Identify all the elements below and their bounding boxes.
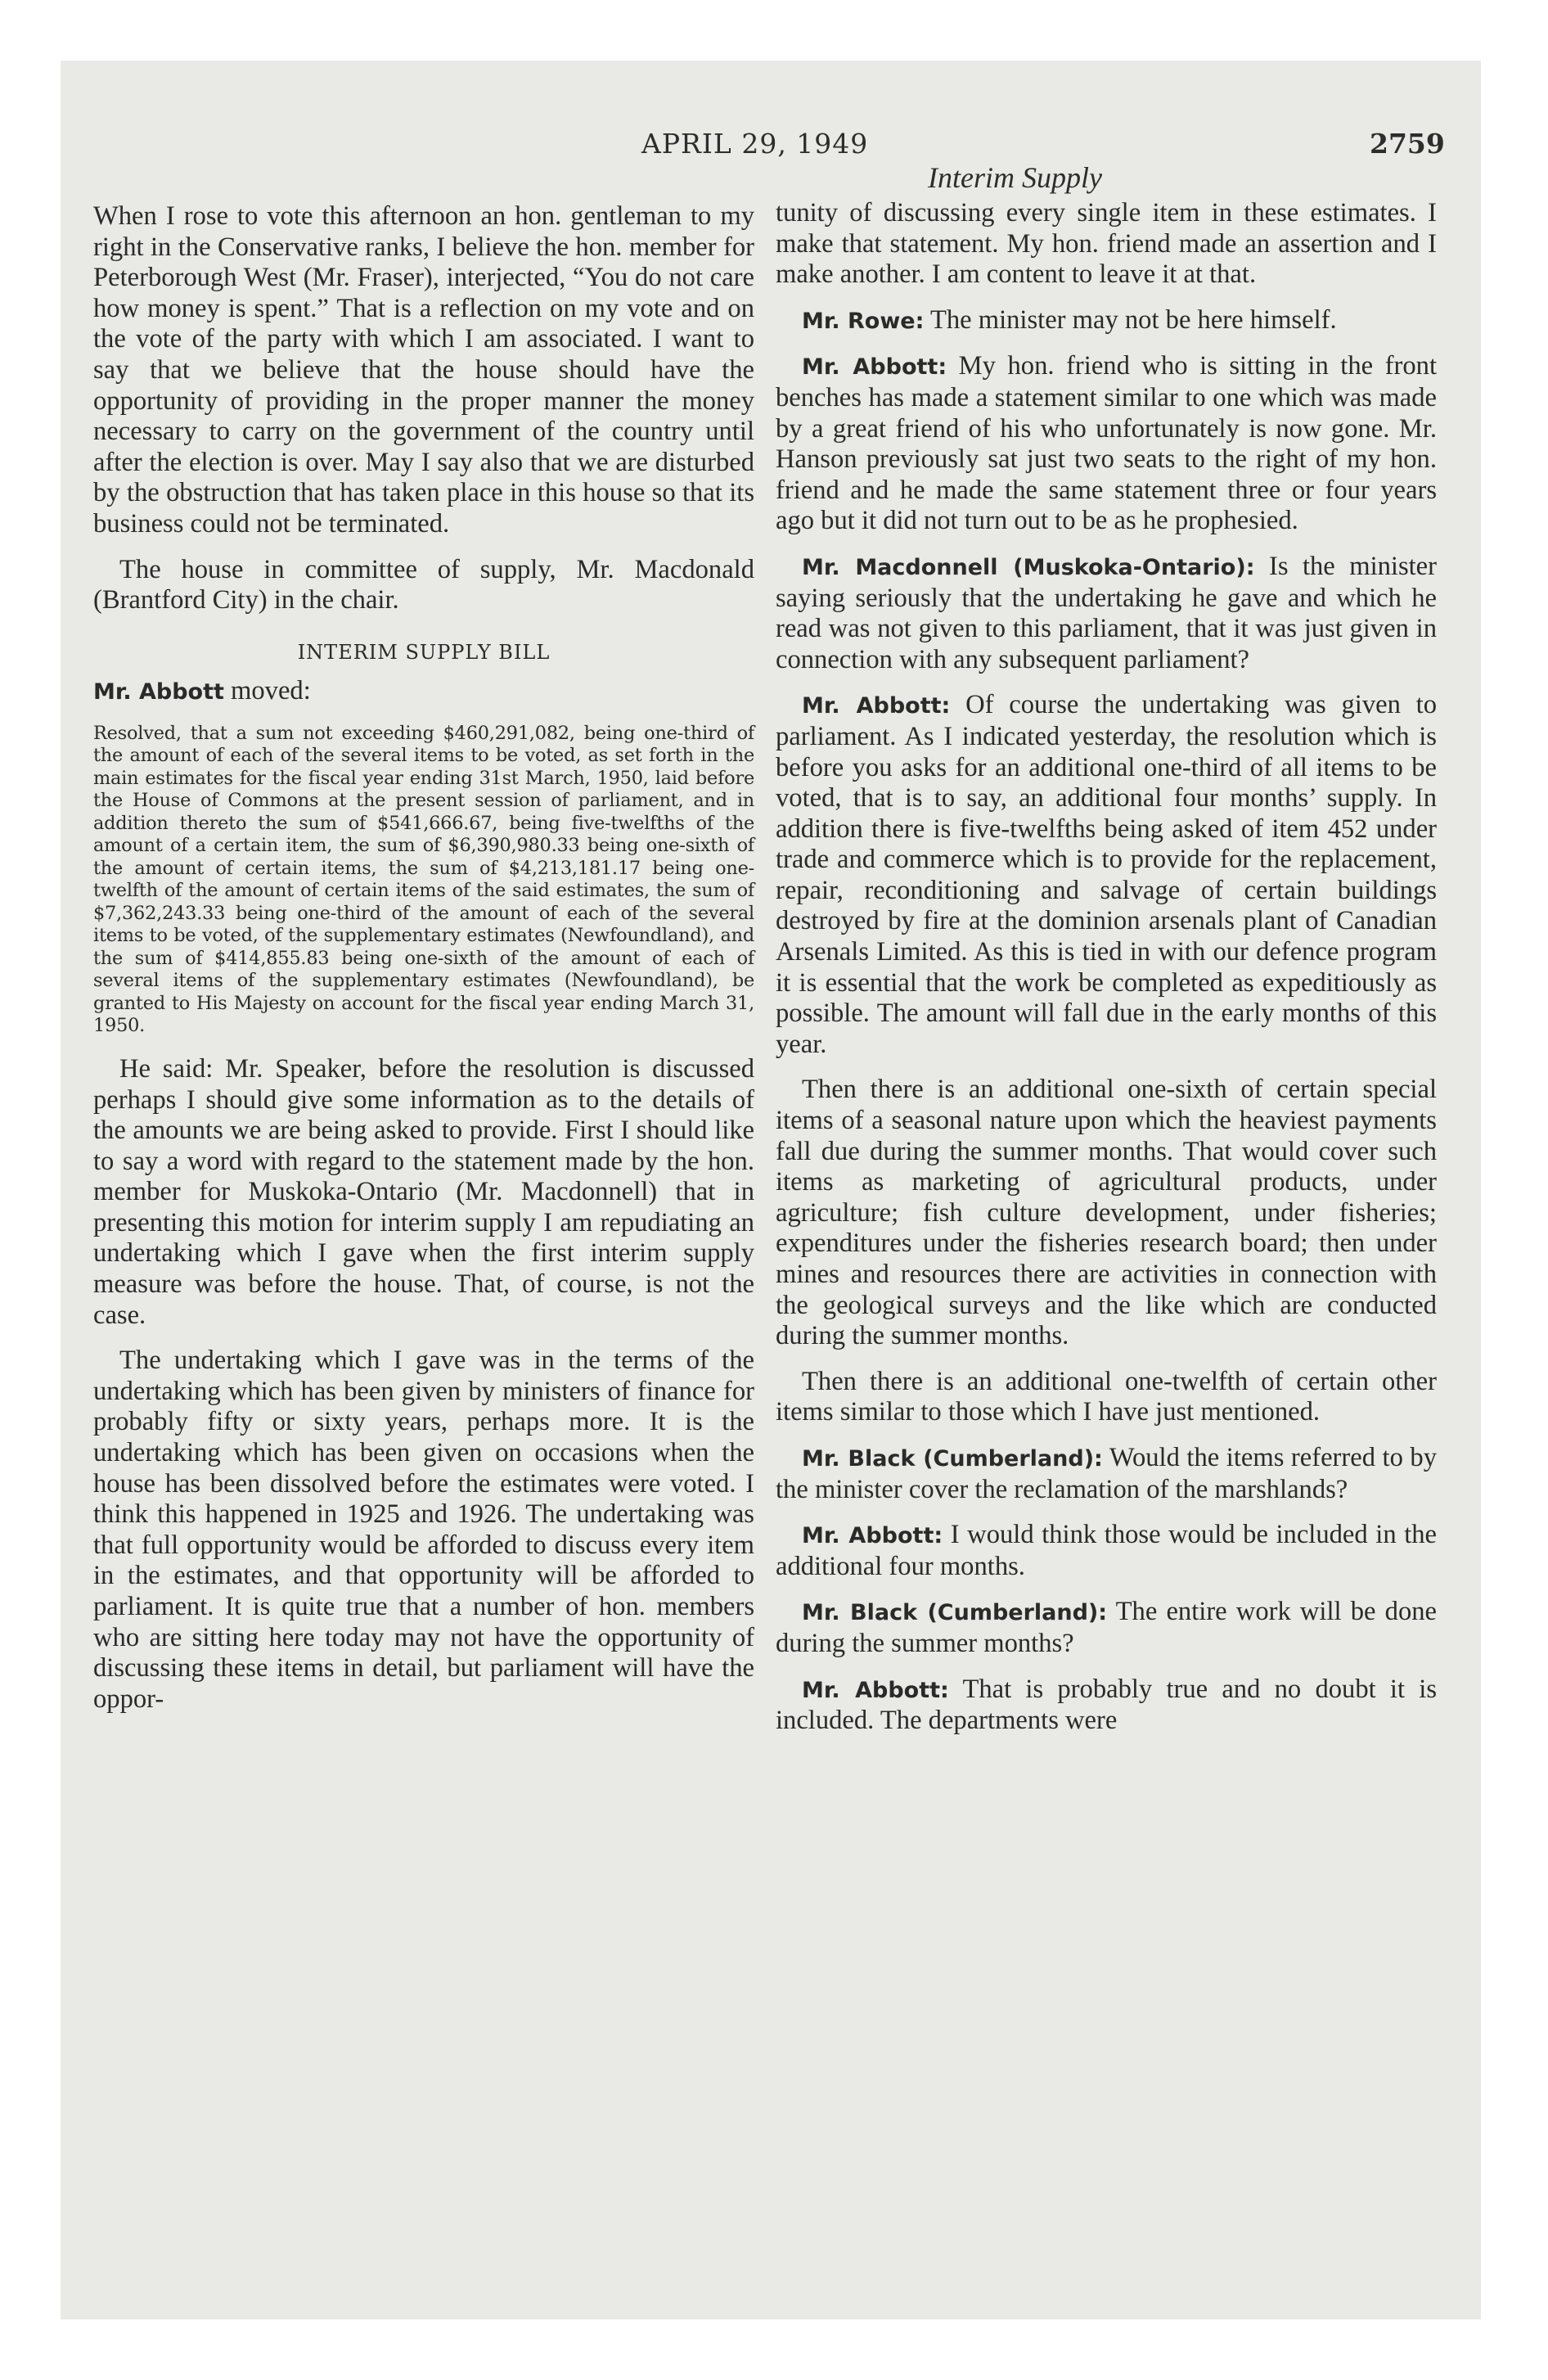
speaker-name: Mr. Abbott: bbox=[802, 693, 951, 719]
speech-text: That is probably true and no doubt it is included. The departments were bbox=[776, 1674, 1437, 1736]
running-head: Interim Supply bbox=[928, 161, 1102, 194]
speech bbox=[776, 1443, 1437, 1505]
paragraph: When I rose to vote this afternoon an hon. gentleman to my right in the Conservative ranks, I believe the hon. member for Peterborough West (Mr. Fraser), interjected, “You do not care how money is spent.” That is a reflection on my vote and on the vote of the party with which I am associated. I want to say that we believe that the house should have the opportunity of providing in the proper manner the money necessary to carry on the government of the country until after the election is over. May I say also that we are disturbed by the obstruction that has taken place in this house so that its business could not be terminated. bbox=[93, 201, 754, 539]
paragraph: The undertaking which I gave was in the terms of the undertaking which has been given by ministers of finance for probably fifty or sixty years, perhaps more. It is the undertaking which has been given on occasions when the house has been dissolved before the estimates were voted. I think this happened in 1925 and 1926. The undertaking was that full opportunity would be afforded to discuss every item in the estimates, and that opportunity will be afforded to parliament. It is quite true that a number of hon. members who are sitting here today may not have the opportunity of discussing these items in detail, but parliament will have the oppor- bbox=[93, 1346, 754, 1714]
speaker-name: Mr. Black (Cumberland): bbox=[802, 1445, 1103, 1472]
hansard-page bbox=[61, 61, 1481, 2319]
speech bbox=[776, 690, 1437, 1060]
speech-text: Is the minister saying seriously that the undertaking he gave and which he read was not given to this parliament, that it was just given in connection with any subsequent parliament? bbox=[776, 551, 1437, 674]
speech-text: Would the items referred to by the minister cover the reclamation of the marshlands? bbox=[776, 1442, 1438, 1504]
speech-text: Of course the undertaking was given to parliament. As I indicated yesterday, the resolution which is before you asks for an additional one-third of all items to be voted, that is to say, an additional four months’ supply. In addition there is five-twelfths being asked of item 452 under trade and commerce which is to provide for the replacement, repair, reconditioning and salvage of certain buildings destroyed by fire at the dominion arsenals plant of Canadian Arsenals Limited. As this is tied in with our defence program it is essential that the work be completed as expeditiously as possible. The amount will fall due in the early months of this year. bbox=[776, 690, 1438, 1059]
speaker-name: Mr. Abbott: bbox=[802, 354, 947, 381]
paragraph: He said: Mr. Speaker, before the resolution is discussed perhaps I should give some information as to the details of the amounts we are being asked to provide. First I should like to say a word with regard to the statement made by the hon. member for Muskoka-Ontario (Mr. Macdonnell) that in presenting this motion for interim supply I am repudiating an undertaking which I gave when the first interim supply measure was before the house. That, of course, is not the case. bbox=[93, 1053, 754, 1330]
motion-line bbox=[93, 676, 754, 708]
page-number: 2759 bbox=[1370, 128, 1445, 160]
speech bbox=[776, 1597, 1437, 1659]
resolution-text: Resolved, that a sum not exceeding $460,291,082, being one-third of the amount of each of the several items to be voted, as set forth in the main estimates for the fiscal year ending 31st March, 1950, laid before the House of Commons at the present session of parliament, and in addition thereto the sum of $541,666.67, being five-twelfths of the amount of a certain item, the sum of $6,390,980.33 being one-sixth of the amount of certain items, the sum of $4,213,181.17 being one-twelfth of the amount of certain items of the said estimates, the sum of $7,362,243.33 being one-third of the amount of each of the several items to be voted, of the supplementary estimates (Newfoundland), and the sum of $414,855.83 being one-sixth of the amount of each of several items of the supplementary estimates (Newfoundland), be granted to His Majesty on account for the fiscal year ending March 31, 1950. bbox=[93, 722, 754, 1037]
speech-text: The entire work will be done during the summer months? bbox=[776, 1597, 1437, 1658]
motion-text: moved: bbox=[223, 676, 311, 706]
left-column bbox=[93, 201, 754, 1729]
page-date: APRIL 29, 1949 bbox=[641, 128, 869, 160]
speech-text: I would think those would be included in the additional four months. bbox=[776, 1520, 1437, 1581]
speech bbox=[776, 305, 1437, 337]
paragraph: The house in committee of supply, Mr. Macdonald (Brantford City) in the chair. bbox=[93, 554, 754, 615]
speaker-name: Mr. Macdonnell (Muskoka-Ontario): bbox=[802, 554, 1255, 580]
paragraph: Then there is an additional one-sixth of certain special items of a seasonal nature upon which the heaviest payments fall due during the summer months. That would cover such items as marketing of agricultural products, under agriculture; fish culture development, under fisheries; expenditures under the fisheries research board; then under mines and resources there are activities in connection with the geological surveys and the like which are conducted during the summer months. bbox=[776, 1075, 1437, 1351]
speech bbox=[776, 1675, 1437, 1737]
right-column bbox=[776, 198, 1437, 1751]
speech bbox=[776, 351, 1437, 537]
speaker-name: Mr. Black (Cumberland): bbox=[802, 1600, 1108, 1626]
speaker-name: Mr. Rowe: bbox=[802, 308, 925, 334]
speaker-name: Mr. Abbott bbox=[93, 679, 224, 705]
speech-text: The minister may not be here himself. bbox=[924, 304, 1337, 335]
speech bbox=[776, 1520, 1437, 1582]
section-heading: INTERIM SUPPLY BILL bbox=[297, 640, 551, 664]
speech-text: My hon. friend who is sitting in the front benches has made a statement similar to one which was made by a great friend of his who unfortunately is now gone. Mr. Hanson previously sat just two seats to the right of my hon. friend and he made the same statement three or four years ago but it did not turn out to be as he prophesied. bbox=[776, 351, 1437, 536]
speaker-name: Mr. Abbott: bbox=[802, 1677, 949, 1703]
speech bbox=[776, 552, 1437, 675]
speaker-name: Mr. Abbott: bbox=[802, 1523, 943, 1549]
paragraph: tunity of discussing every single item in these estimates. I make that statement. My hon. friend made an assertion and I make another. I am content to leave it at that. bbox=[776, 198, 1437, 290]
paragraph: Then there is an additional one-twelfth of certain other items similar to those which I have just mentioned. bbox=[776, 1366, 1437, 1427]
